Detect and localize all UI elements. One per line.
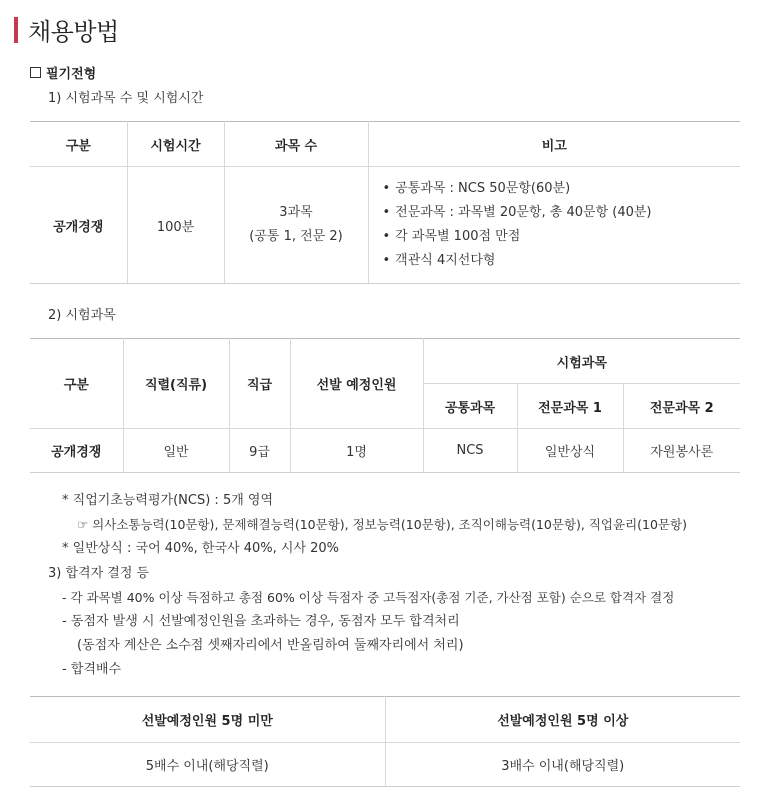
footnote-ncs: * 직업기초능력평가(NCS) : 5개 영역 [62, 493, 274, 508]
header-major-1: 전문과목 1 [517, 384, 623, 429]
header-type: 구분 [30, 122, 127, 167]
header-job: 직렬(직류) [123, 339, 229, 429]
subject-detail: (공통 1, 전문 2) [249, 229, 343, 244]
cell-notes [368, 167, 740, 284]
section-title: 필기전형 [46, 67, 97, 82]
note-item: • 전문과목 : 과목별 20문항, 총 40문항 (40분) [383, 201, 741, 225]
note-item: • 각 과목별 100점 만점 [383, 225, 741, 249]
cell-subject-count [224, 167, 368, 284]
note-item: • 공통과목 : NCS 50문항(60분) [383, 177, 741, 201]
square-bullet-icon [30, 67, 41, 78]
table-row [30, 429, 740, 473]
title-accent-bar [14, 17, 18, 43]
cell-job: 일반 [123, 429, 229, 473]
header-time: 시험시간 [127, 122, 224, 167]
subsection-1-title: 1) 시험과목 수 및 시험시간 [48, 91, 204, 106]
header-notes: 비고 [368, 122, 740, 167]
table-row [30, 167, 740, 284]
footnote-ncs-detail: ☞ 의사소통능력(10문항), 문제해결능력(10문항), 정보능력(10문항), 조직이해능력(10문항), 직업윤리(10문항) [77, 517, 687, 532]
criteria-item: - 동점자 발생 시 선발예정인원을 초과하는 경우, 동점자 모두 합격처리 [62, 614, 460, 629]
cell-count: 1명 [290, 429, 423, 473]
table-header-row [30, 339, 740, 384]
table-row [30, 743, 740, 787]
subsection-3-title: 3) 합격자 결정 등 [48, 566, 150, 581]
header-under-5: 선발예정인원 5명 미만 [30, 697, 385, 743]
subject-count: 3과목 [279, 205, 313, 220]
header-over-5: 선발예정인원 5명 이상 [385, 697, 740, 743]
exam-subjects-table [30, 338, 740, 473]
criteria-item: (동점자 계산은 소수점 셋째자리에서 반올림하여 둘째자리에서 처리) [77, 638, 464, 653]
header-subjects: 시험과목 [423, 339, 740, 384]
section-heading [30, 63, 96, 82]
table-header-row [30, 697, 740, 743]
header-count: 선발 예정인원 [290, 339, 423, 429]
header-major-2: 전문과목 2 [623, 384, 740, 429]
criteria-item: - 각 과목별 40% 이상 득점하고 총점 60% 이상 득점자 중 고득점자(총점 기준, 가산점 포함) 순으로 합격자 결정 [62, 590, 675, 605]
footnote-general: * 일반상식 : 국어 40%, 한국사 40%, 시사 20% [62, 541, 340, 556]
note-item: • 객관식 4지선다형 [383, 249, 741, 273]
cell-type: 공개경쟁 [30, 167, 127, 284]
subsection-2-title: 2) 시험과목 [48, 308, 116, 323]
cell-over-5: 3배수 이내(해당직렬) [385, 743, 740, 787]
cell-major-1: 일반상식 [517, 429, 623, 473]
cell-grade: 9급 [229, 429, 290, 473]
cell-time: 100분 [127, 167, 224, 284]
cell-under-5: 5배수 이내(해당직렬) [30, 743, 385, 787]
cell-major-2: 자원봉사론 [623, 429, 740, 473]
table-header-row [30, 122, 740, 167]
page-title: 채용방법 [28, 18, 119, 46]
cell-type: 공개경쟁 [30, 429, 123, 473]
cell-common: NCS [423, 429, 517, 473]
header-grade: 직급 [229, 339, 290, 429]
header-subject-count: 과목 수 [224, 122, 368, 167]
header-common: 공통과목 [423, 384, 517, 429]
criteria-item: - 합격배수 [62, 662, 122, 677]
exam-time-table [30, 121, 740, 284]
pass-ratio-table [30, 696, 740, 787]
header-type: 구분 [30, 339, 123, 429]
